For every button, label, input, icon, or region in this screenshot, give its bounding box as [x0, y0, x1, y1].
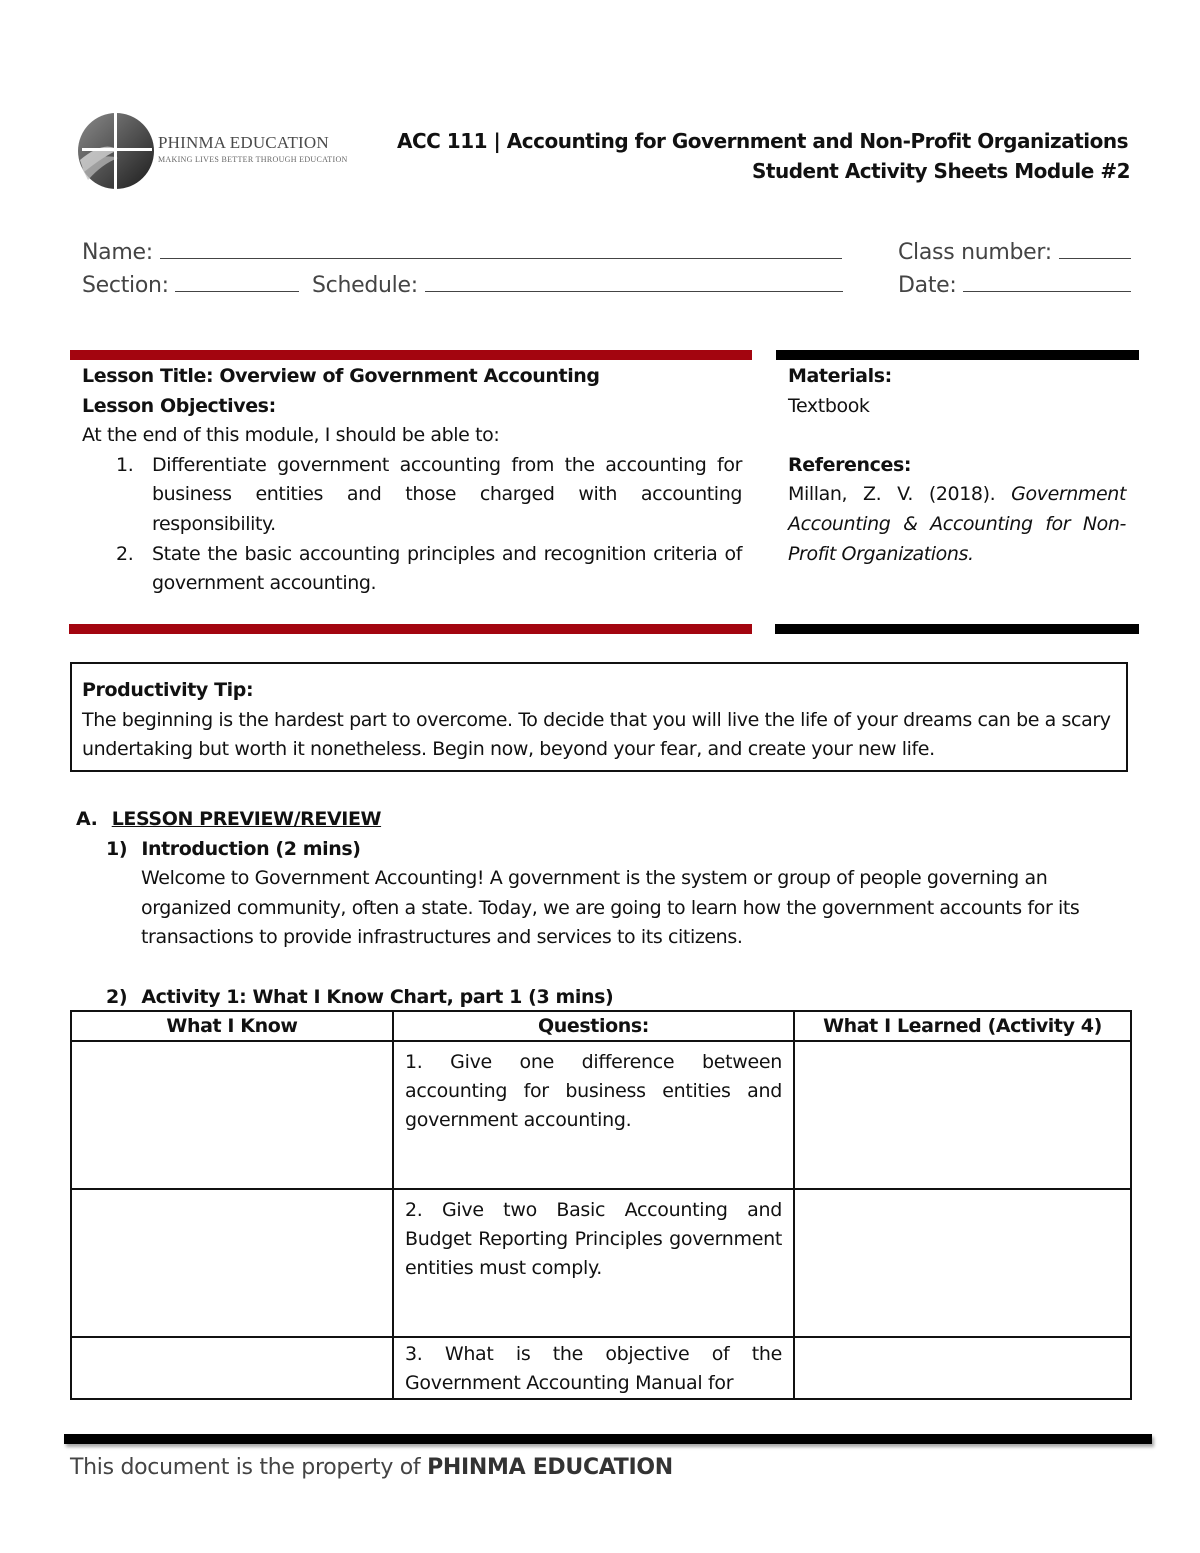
date-label: Date: [898, 273, 957, 298]
footer-notice [70, 1455, 673, 1480]
lesson-panel [82, 362, 742, 599]
course-title: ACC 111 | Accounting for Government and Non-Profit Organizations [397, 129, 1128, 153]
table-row [71, 1189, 1131, 1337]
introduction-title: Introduction (2 mins) [141, 837, 361, 860]
footer-prefix: This document is the property of [70, 1455, 428, 1480]
activity-heading [76, 983, 1136, 1013]
activity-title: Activity 1: What I Know Chart, part 1 (3 mins) [141, 985, 614, 1008]
introduction-text: Welcome to Government Accounting! A government is the system or group of people governing an organized community, often a state. Today, we are going to learn how the government accounts for its transactions to provide infrastructures and services to its citizens. [141, 867, 1080, 949]
reference-title: Government Accounting & Accounting for Non-Profit Organizations. [788, 483, 1126, 565]
table-row [71, 1041, 1131, 1189]
tip-text: The beginning is the hardest part to overcome. To decide that you will live the life of your dreams can be a scary undertaking but worth it nonetheless. Begin now, beyond your fear, and create your new life. [82, 708, 1111, 761]
what-i-learned-cell[interactable] [794, 1337, 1131, 1399]
name-blank[interactable] [160, 238, 842, 259]
introduction-number: 1) [106, 837, 128, 860]
module-title: Student Activity Sheets Module #2 [751, 159, 1130, 183]
references-heading: References: [788, 453, 912, 476]
objective-number: 2. [116, 542, 134, 565]
materials-top-bar [776, 350, 1139, 360]
question-cell: 3. What is the objective of the Government Accounting Manual for [393, 1337, 794, 1399]
schedule-field[interactable] [312, 271, 843, 298]
what-i-learned-cell[interactable] [794, 1041, 1131, 1189]
what-i-know-cell[interactable] [71, 1041, 393, 1189]
materials-bottom-bar [775, 624, 1139, 634]
materials-panel [788, 362, 1126, 569]
objective-text: State the basic accounting principles and recognition criteria of government accounting. [152, 542, 742, 595]
objectives-heading: Lesson Objectives: [82, 394, 276, 417]
lesson-preview-section [76, 805, 1136, 1012]
lesson-title: Lesson Title: Overview of Government Accounting [82, 365, 600, 387]
schedule-label: Schedule: [312, 273, 418, 298]
reference-author: Millan, Z. V. (2018). [788, 483, 1012, 506]
section-letter: A. [76, 808, 98, 830]
section-label: Section: [82, 273, 169, 298]
table-header-row [71, 1011, 1131, 1041]
name-field[interactable] [82, 238, 842, 265]
tip-heading: Productivity Tip: [82, 679, 254, 701]
activity-number: 2) [106, 985, 128, 1008]
section-field[interactable] [82, 271, 299, 298]
what-i-learned-cell[interactable] [794, 1189, 1131, 1337]
objective-item [82, 451, 742, 540]
objective-text: Differentiate government accounting from the accounting for business entities and those charged with accounting responsibility. [152, 453, 742, 535]
what-i-know-cell[interactable] [71, 1337, 393, 1399]
date-field[interactable] [898, 271, 1131, 298]
footer-bar [64, 1434, 1152, 1444]
what-i-know-cell[interactable] [71, 1189, 393, 1337]
reference-entry [788, 480, 1126, 569]
class-number-label: Class number: [898, 240, 1052, 265]
lesson-top-bar [70, 350, 752, 360]
objective-item [82, 540, 742, 599]
materials-value: Textbook [788, 394, 870, 417]
footer-owner: PHINMA EDUCATION [427, 1455, 673, 1480]
section-title: LESSON PREVIEW/REVIEW [111, 808, 382, 830]
logo-emblem-icon [74, 110, 158, 192]
header-what-i-learned: What I Learned (Activity 4) [794, 1011, 1131, 1041]
header-questions: Questions: [393, 1011, 794, 1041]
introduction-heading [76, 835, 1136, 865]
name-label: Name: [82, 240, 153, 265]
section-blank[interactable] [175, 271, 299, 292]
what-i-know-chart [70, 1010, 1132, 1400]
productivity-tip-box [70, 662, 1128, 772]
class-number-field[interactable] [898, 238, 1131, 265]
section-a-heading [76, 805, 1136, 835]
materials-heading: Materials: [788, 365, 892, 387]
schedule-blank[interactable] [425, 271, 843, 292]
logo-wordmark: PHINMA EDUCATION [158, 133, 329, 152]
question-cell: 2. Give two Basic Accounting and Budget Reporting Principles government entities must comply. [393, 1189, 794, 1337]
logo-tagline: MAKING LIVES BETTER THROUGH EDUCATION [158, 155, 348, 164]
question-cell: 1. Give one difference between accounting for business entities and government accounting. [393, 1041, 794, 1189]
lesson-bottom-bar [69, 624, 752, 634]
header-what-i-know: What I Know [71, 1011, 393, 1041]
objectives-intro: At the end of this module, I should be able to: [82, 424, 500, 447]
date-blank[interactable] [963, 271, 1131, 292]
objective-number: 1. [116, 453, 134, 476]
class-number-blank[interactable] [1059, 238, 1131, 259]
table-row [71, 1337, 1131, 1399]
